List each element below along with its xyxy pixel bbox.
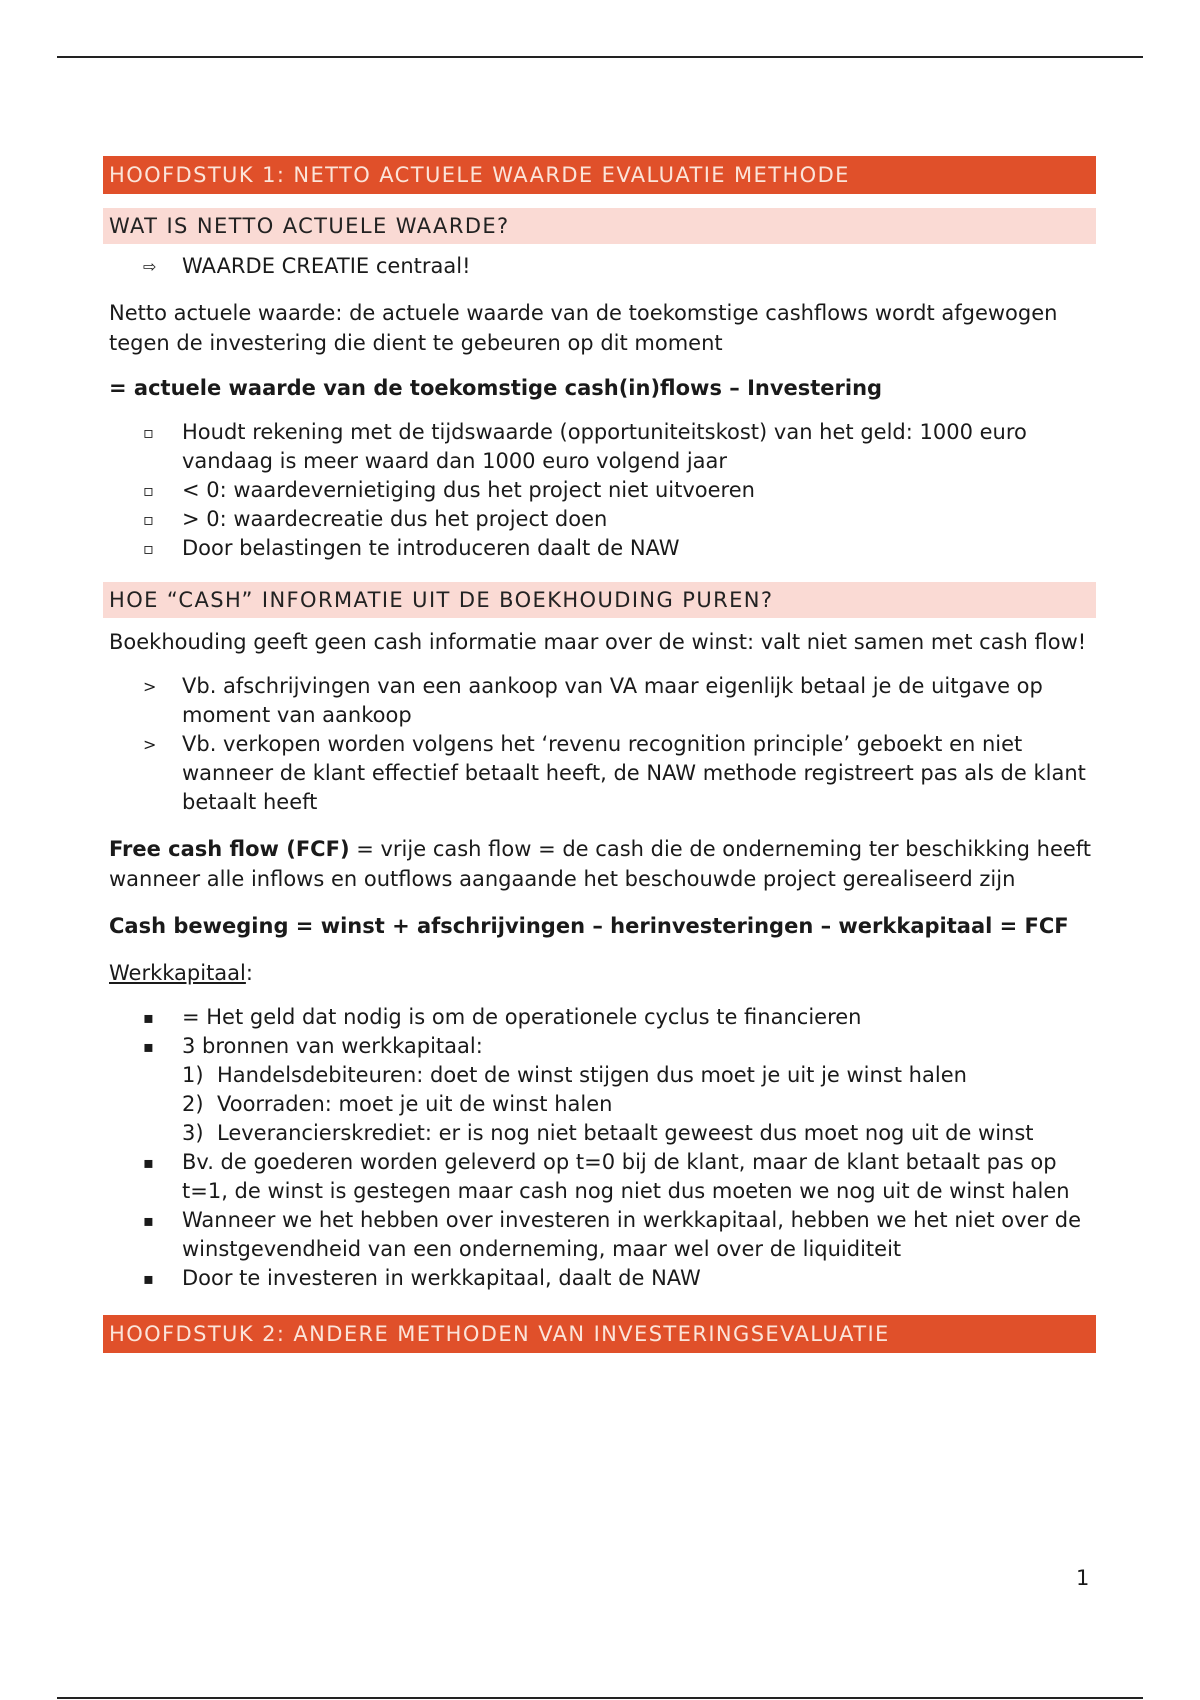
list-item: ⇨ WAARDE CREATIE centraal! [103, 252, 1096, 281]
list-item: 2) Voorraden: moet je uit de winst halen [182, 1092, 613, 1116]
hollow-square-bullet-icon: ▫ [143, 539, 154, 558]
werkkapitaal-list-continued [103, 1148, 1096, 1293]
page-number: 1 [1076, 1566, 1090, 1590]
square-bullet-icon: ▪ [143, 1008, 154, 1027]
cash-formula: Cash beweging = winst + afschrijvingen – herinvesteringen – werkkapitaal = FCF [109, 914, 1069, 938]
square-bullet-icon: ▪ [143, 1269, 154, 1288]
cash-intro-paragraph: Boekhouding geeft geen cash informatie maar over de winst: valt niet samen met cash flow! [109, 630, 1087, 654]
naw-intro-paragraph: Netto actuele waarde: de actuele waarde van de toekomstige cashflows wordt afgewogen tegen de investering die dient te gebeuren op dit moment [109, 301, 1058, 355]
naw-formula: = actuele waarde van de toekomstige cash(in)flows – Investering [109, 376, 883, 400]
list-item: ▪ Wanneer we het hebben over investeren in werkkapitaal, hebben we het niet over de winstgevendheid van een onderneming, maar wel over de liquiditeit [143, 1208, 1082, 1261]
list-item: ▪ Bv. de goederen worden geleverd op t=0 bij de klant, maar de klant betaalt pas op t=1, de winst is gestegen maar cash nog niet dus moeten we nog uit de winst halen [143, 1150, 1070, 1203]
header-rule [57, 56, 1143, 58]
square-bullet-icon: ▪ [143, 1211, 154, 1230]
chevron-right-icon: > [143, 735, 157, 754]
list-item: ▪ = Het geld dat nodig is om de operationele cyclus te financieren [103, 1003, 1096, 1032]
list-item: ▫ > 0: waardecreatie dus het project doen [103, 505, 1096, 534]
document-body [103, 156, 1096, 1353]
section-heading-cash: HOE “CASH” INFORMATIE UIT DE BOEKHOUDING PUREN? [103, 582, 1096, 618]
list-item: ▪ Door te investeren in werkkapitaal, daalt de NAW [103, 1264, 1096, 1293]
section-heading-naw: WAT IS NETTO ACTUELE WAARDE? [103, 208, 1096, 244]
hollow-square-bullet-icon: ▫ [143, 423, 154, 442]
square-bullet-icon: ▪ [143, 1037, 154, 1056]
naw-bullet-list [103, 418, 1096, 563]
arrow-icon: ⇨ [143, 257, 157, 276]
list-item: 3) Leverancierskrediet: er is nog niet betaalt geweest dus moet nog uit de winst [182, 1121, 1034, 1145]
arrow-list [103, 252, 1096, 281]
hollow-square-bullet-icon: ▫ [143, 481, 154, 500]
list-item: > Vb. afschrijvingen van een aankoop van VA maar eigenlijk betaal je de uitgave op moment van aankoop [143, 674, 1043, 727]
footer-rule [57, 1697, 1143, 1699]
werkkapitaal-label: Werkkapitaal: [109, 961, 253, 985]
chevron-right-icon: > [143, 677, 157, 696]
square-bullet-icon: ▪ [143, 1153, 154, 1172]
list-item: ▫ Houdt rekening met de tijdswaarde (opportuniteitskost) van het geld: 1000 euro vandaag is meer waard dan 1000 euro volgend jaar [143, 420, 1027, 473]
list-item: ▪ 3 bronnen van werkkapitaal: [103, 1032, 1096, 1061]
hollow-square-bullet-icon: ▫ [143, 510, 154, 529]
example-list [103, 672, 1096, 817]
list-item: > Vb. verkopen worden volgens het ‘revenu recognition principle’ geboekt en niet wanneer de klant effectief betaalt heeft, de NAW methode registreert pas als de klant betaalt heeft [143, 732, 1086, 814]
list-item: ▫ < 0: waardevernietiging dus het project niet uitvoeren [103, 476, 1096, 505]
list-item: 1) Handelsdebiteuren: doet de winst stijgen dus moet je uit je winst halen [182, 1063, 967, 1087]
list-item: ▫ Door belastingen te introduceren daalt de NAW [103, 534, 1096, 563]
werkkapitaal-sources-list [103, 1061, 1096, 1148]
chapter-2-heading: HOOFDSTUK 2: ANDERE METHODEN VAN INVESTERINGSEVALUATIE [103, 1315, 1096, 1353]
werkkapitaal-list [103, 1003, 1096, 1061]
fcf-definition: Free cash flow (FCF) = vrije cash flow = de cash die de onderneming ter beschikking heeft wanneer alle inflows en outflows aangaande het beschouwde project gerealiseerd zijn [109, 837, 1092, 891]
chapter-1-heading: HOOFDSTUK 1: NETTO ACTUELE WAARDE EVALUATIE METHODE [103, 156, 1096, 194]
